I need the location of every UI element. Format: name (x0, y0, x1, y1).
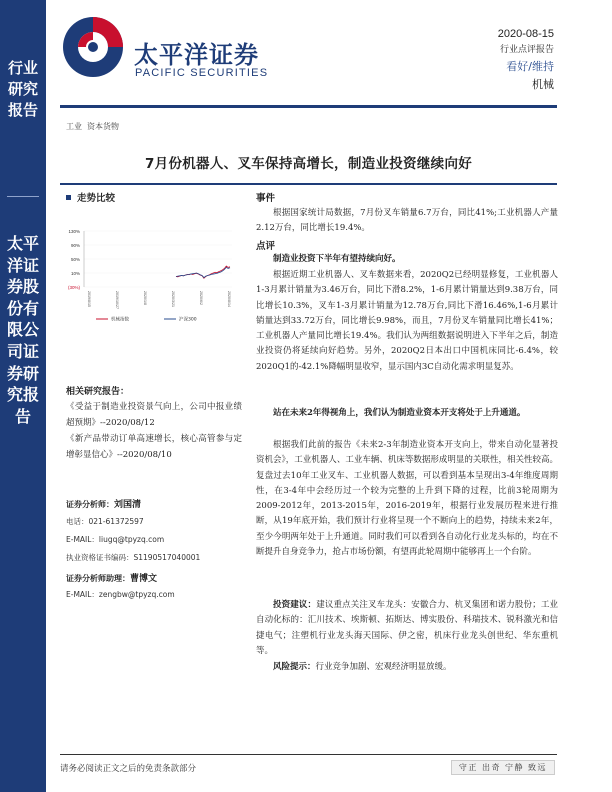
report-date: 2020-08-15 (497, 28, 554, 40)
series-line (176, 267, 230, 277)
risk-warning (256, 660, 558, 675)
rating-badge: 看好/维持 (506, 60, 554, 73)
y-tick-label: (30%) (67, 285, 80, 290)
assistant-analyst-name: 曹博文 (130, 574, 158, 584)
investment-advice (256, 598, 558, 659)
x-tick-label: 2019/8/15 (87, 291, 91, 307)
assistant-analyst-label: 证券分析师助理： (66, 574, 130, 583)
lead-analyst (66, 497, 141, 510)
analyst-certificate: 执业资格证书编码：S1190517040001 (66, 553, 201, 562)
company-motto: 守正 出奇 宁静 致远 (451, 760, 555, 775)
trend-heading (66, 190, 244, 204)
logo-chinese-name: 太平洋证券 (134, 41, 259, 69)
comment-paragraph-1: 根据近期工业机器人、叉车数据来看，2020Q2已经明显修复，工业机器人1-3月累计销量为3.46万台，同比下滑8.2%，1-6月累计销量达到9.38万台，同比增长10.3%，叉车1-3月累计销量为12.78万台,同比下滑16.46%,1-6月累计销量达到33.72万台，同比增长9.98%，而且，7月份叉车销量同比增长41%；工业机器人产量同比增长19.4%。我们认为两组数据说明进入下半年之后，制造业投资仍将延续向好趋势。另外，2020Q2日本出口中国机床同比-6.4%，较2020Q1的-42.1%降幅明显收窄，显示国内3C自动化需求明显复苏。 (256, 270, 558, 372)
trend-heading-text: 走势比较 (77, 193, 116, 204)
company-logo-icon (60, 14, 126, 80)
left-sidebar (0, 0, 46, 792)
x-tick-label: 2020/6/2 (199, 291, 203, 305)
related-report-item[interactable]: 《新产品带动订单高速增长，核心高管参与定增彰显信心》--2020/08/10 (66, 434, 242, 460)
comment-heading: 点评 (256, 241, 276, 252)
title-divider (60, 183, 557, 185)
comment-lead: 制造业投资下半年有望持续向好。 (273, 254, 401, 264)
analyst-phone: 电话：021-61372597 (66, 517, 144, 526)
category-sector: 工业 (66, 122, 82, 131)
assistant-analyst (66, 571, 157, 584)
sidebar-top-label: 行业研究报告 (7, 59, 38, 119)
sidebar-bottom-label: 太平洋证券股份有限公司证券研究报告 (6, 234, 39, 426)
x-tick-label: 2020/1/8 (143, 291, 147, 305)
investment-advice-text: 建议重点关注叉车龙头：安徽合力、杭叉集团和诺力股份；工业自动化标的：汇川技术、埃斯顿、拓斯达、博实股份、科瑞技术、锐科激光和信捷电气；注塑机行业龙头海天国际、伊之密，机床行业龙头创世纪、华东重机等。 (256, 600, 558, 656)
y-tick-label: 10% (70, 271, 80, 276)
event-paragraph: 根据国家统计局数据，7月份叉车销量6.7万台，同比41%;工业机器人产量2.12万台，同比增长19.4%。 (256, 208, 558, 234)
x-tick-label: 2020/3/21 (171, 291, 175, 307)
legend-label: 沪深300 (179, 317, 197, 323)
lead-analyst-name: 刘国清 (114, 500, 142, 510)
report-title: 7月份机器人、叉车保持高增长，制造业投资继续向好 (144, 156, 473, 172)
event-heading-block (256, 190, 558, 204)
related-reports-heading: 相关研究报告： (66, 387, 130, 397)
related-report-item[interactable]: 《受益于制造业投资景气向上，公司中报业绩超预期》--2020/08/12 (66, 402, 242, 428)
related-reports-list (66, 399, 242, 463)
trend-section (66, 190, 244, 204)
sidebar-divider (7, 196, 39, 197)
assistant-email[interactable]: E-MAIL：zengbw@tpyzq.com (66, 590, 175, 599)
category-subsector: 资本货物 (87, 122, 119, 131)
disclaimer-note: 请务必阅读正文之后的免责条款部分 (60, 764, 197, 774)
header-divider (60, 105, 557, 108)
trend-chart (66, 225, 236, 325)
investment-advice-label: 投资建议： (273, 600, 317, 610)
x-tick-label: 2019/10/27 (115, 291, 119, 309)
category-breadcrumb (66, 121, 119, 132)
comment-lead-2: 站在未来2年得视角上，我们认为制造业资本开支将处于上升通道。 (273, 408, 526, 418)
industry-label: 机械 (532, 78, 554, 91)
risk-warning-label: 风险提示： (273, 662, 316, 672)
report-meta (498, 26, 554, 95)
analyst-email[interactable]: E-MAIL：liugq@tpyzq.com (66, 535, 165, 544)
y-tick-label: 50% (70, 257, 80, 262)
y-tick-label: 90% (70, 243, 80, 248)
report-type: 行业点评报告 (499, 45, 554, 55)
logo-english-name: PACIFIC SECURITIES (135, 67, 269, 79)
y-tick-label: 130% (68, 229, 80, 234)
square-bullet-icon (66, 195, 71, 200)
comment-paragraph-2: 根据我们此前的报告《未来2-3年制造业资本开支向上，带来自动化显著投资机会》，工业机器人、工业车辆、机床等数据形成明显的关联性，相关性较高。复盘过去10年工业叉车、工业机器人数据，可以看到基本呈现出3-4年维度周期性，在3-4年中会经历过一个较为完整的上升到下降的过程，比前3轮周期为2009-2012年，2013-2015年，2016-2019年，根据行业发展历程来进行推断，从19年底开始，我们预计行业将呈现一个不断向上的趋势，持续未来2年，至少今明两年处于上升通道。同时我们可以看到各自动化行业龙头标的，均在不断提升自身竞争力，抢占市场份额，有望再此轮周期中能够再上一个台阶。 (256, 440, 558, 558)
lead-analyst-label: 证券分析师： (66, 500, 114, 509)
risk-warning-text: 行业竞争加剧、宏观经济明显放缓。 (315, 662, 452, 672)
footer-divider (60, 754, 557, 755)
event-heading: 事件 (256, 193, 276, 204)
x-tick-label: 2020/8/14 (227, 291, 231, 307)
legend-label: 机械指数 (111, 317, 129, 323)
